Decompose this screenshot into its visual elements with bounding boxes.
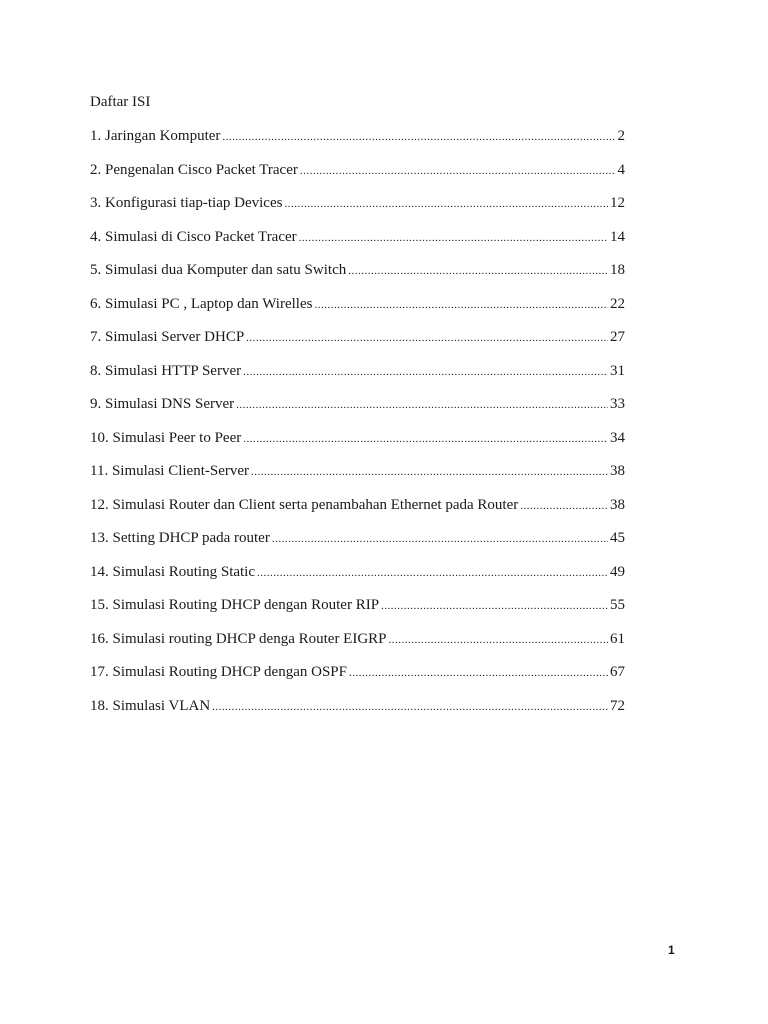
- toc-leader-dots: [520, 496, 608, 516]
- toc-entry: [90, 662, 625, 696]
- toc-leader-dots: [222, 127, 615, 147]
- toc-entry: [90, 260, 625, 294]
- toc-entry-page: 55: [610, 597, 625, 613]
- toc-entry-page: 45: [610, 530, 625, 546]
- toc-leader-dots: [284, 194, 608, 214]
- toc-entry-title: 2. Pengenalan Cisco Packet Tracer: [90, 161, 298, 178]
- toc-entry: [90, 193, 625, 227]
- toc-entry-title: 12. Simulasi Router dan Client serta penambahan Ethernet pada Router: [90, 496, 519, 513]
- toc-entry-page: 34: [610, 429, 625, 446]
- toc-entry-page: 38: [610, 496, 625, 513]
- toc-entry-title: 3. Konfigurasi tiap-tiap Devices: [90, 195, 283, 211]
- toc-entry-page: 31: [610, 362, 625, 379]
- toc-entry-title: 5. Simulasi dua Komputer dan satu Switch: [90, 262, 347, 278]
- toc-entry-page: 4: [617, 161, 625, 178]
- toc-entry-page: 27: [610, 329, 625, 345]
- toc-entry-page: 72: [610, 697, 625, 714]
- toc-leader-dots: [257, 563, 608, 583]
- toc-entry: [90, 461, 625, 495]
- toc-entry: [90, 361, 625, 395]
- toc-entry: [90, 629, 625, 663]
- toc-entry: [90, 294, 625, 328]
- toc-entry: [90, 562, 625, 596]
- toc-leader-dots: [212, 697, 608, 717]
- toc-entry-page: 33: [610, 396, 625, 412]
- toc-entry: [90, 595, 625, 629]
- toc-entry-page: 49: [610, 563, 625, 580]
- toc-entry-title: 13. Setting DHCP pada router: [90, 530, 270, 546]
- toc-entry: [90, 495, 625, 529]
- toc-entry: [90, 327, 625, 361]
- toc-entry-page: 22: [610, 295, 625, 312]
- toc-leader-dots: [243, 362, 608, 382]
- toc-entry-title: 4. Simulasi di Cisco Packet Tracer: [90, 228, 297, 245]
- toc-entry: [90, 428, 625, 462]
- toc-entry-title: 16. Simulasi routing DHCP denga Router EIGRP: [90, 630, 387, 647]
- toc-leader-dots: [381, 596, 608, 616]
- toc-entry-page: 38: [610, 463, 625, 479]
- toc-entry-page: 14: [610, 228, 625, 245]
- toc-leader-dots: [246, 328, 608, 348]
- page-number: 1: [668, 943, 675, 957]
- toc-leader-dots: [236, 395, 608, 415]
- toc-entry-title: 10. Simulasi Peer to Peer: [90, 429, 242, 446]
- toc-entry-title: 9. Simulasi DNS Server: [90, 396, 235, 412]
- toc-entry: [90, 227, 625, 261]
- toc-entry-title: 14. Simulasi Routing Static: [90, 563, 256, 580]
- toc-entry: [90, 528, 625, 562]
- toc-entry-title: 1. Jaringan Komputer: [90, 128, 221, 144]
- toc-entry-page: 12: [610, 195, 625, 211]
- toc-entry: [90, 126, 625, 160]
- toc-leader-dots: [272, 529, 608, 549]
- toc-entry: [90, 160, 625, 194]
- toc-entry-title: 11. Simulasi Client-Server: [90, 463, 250, 479]
- toc-entry: [90, 696, 625, 730]
- toc-leader-dots: [299, 228, 608, 248]
- toc-leader-dots: [300, 161, 616, 181]
- toc-entry-page: 61: [610, 630, 625, 647]
- toc-entry-title: 15. Simulasi Routing DHCP dengan Router RIP: [90, 597, 380, 613]
- toc-entry-title: 17. Simulasi Routing DHCP dengan OSPF: [90, 664, 347, 680]
- table-of-contents: [90, 126, 625, 729]
- toc-entry-page: 67: [610, 664, 625, 680]
- toc-entry-page: 18: [610, 262, 625, 278]
- toc-entry-page: 2: [617, 128, 625, 144]
- toc-leader-dots: [243, 429, 608, 449]
- toc-leader-dots: [348, 261, 608, 281]
- toc-entry-title: 8. Simulasi HTTP Server: [90, 362, 242, 379]
- toc-entry-title: 18. Simulasi VLAN: [90, 697, 211, 714]
- toc-leader-dots: [349, 663, 608, 683]
- toc-leader-dots: [251, 462, 608, 482]
- toc-entry-title: 7. Simulasi Server DHCP: [90, 329, 245, 345]
- toc-entry: [90, 394, 625, 428]
- toc-leader-dots: [314, 295, 608, 315]
- toc-entry-title: 6. Simulasi PC , Laptop dan Wirelles: [90, 295, 313, 312]
- toc-leader-dots: [389, 630, 608, 650]
- toc-heading: Daftar ISI: [90, 94, 151, 110]
